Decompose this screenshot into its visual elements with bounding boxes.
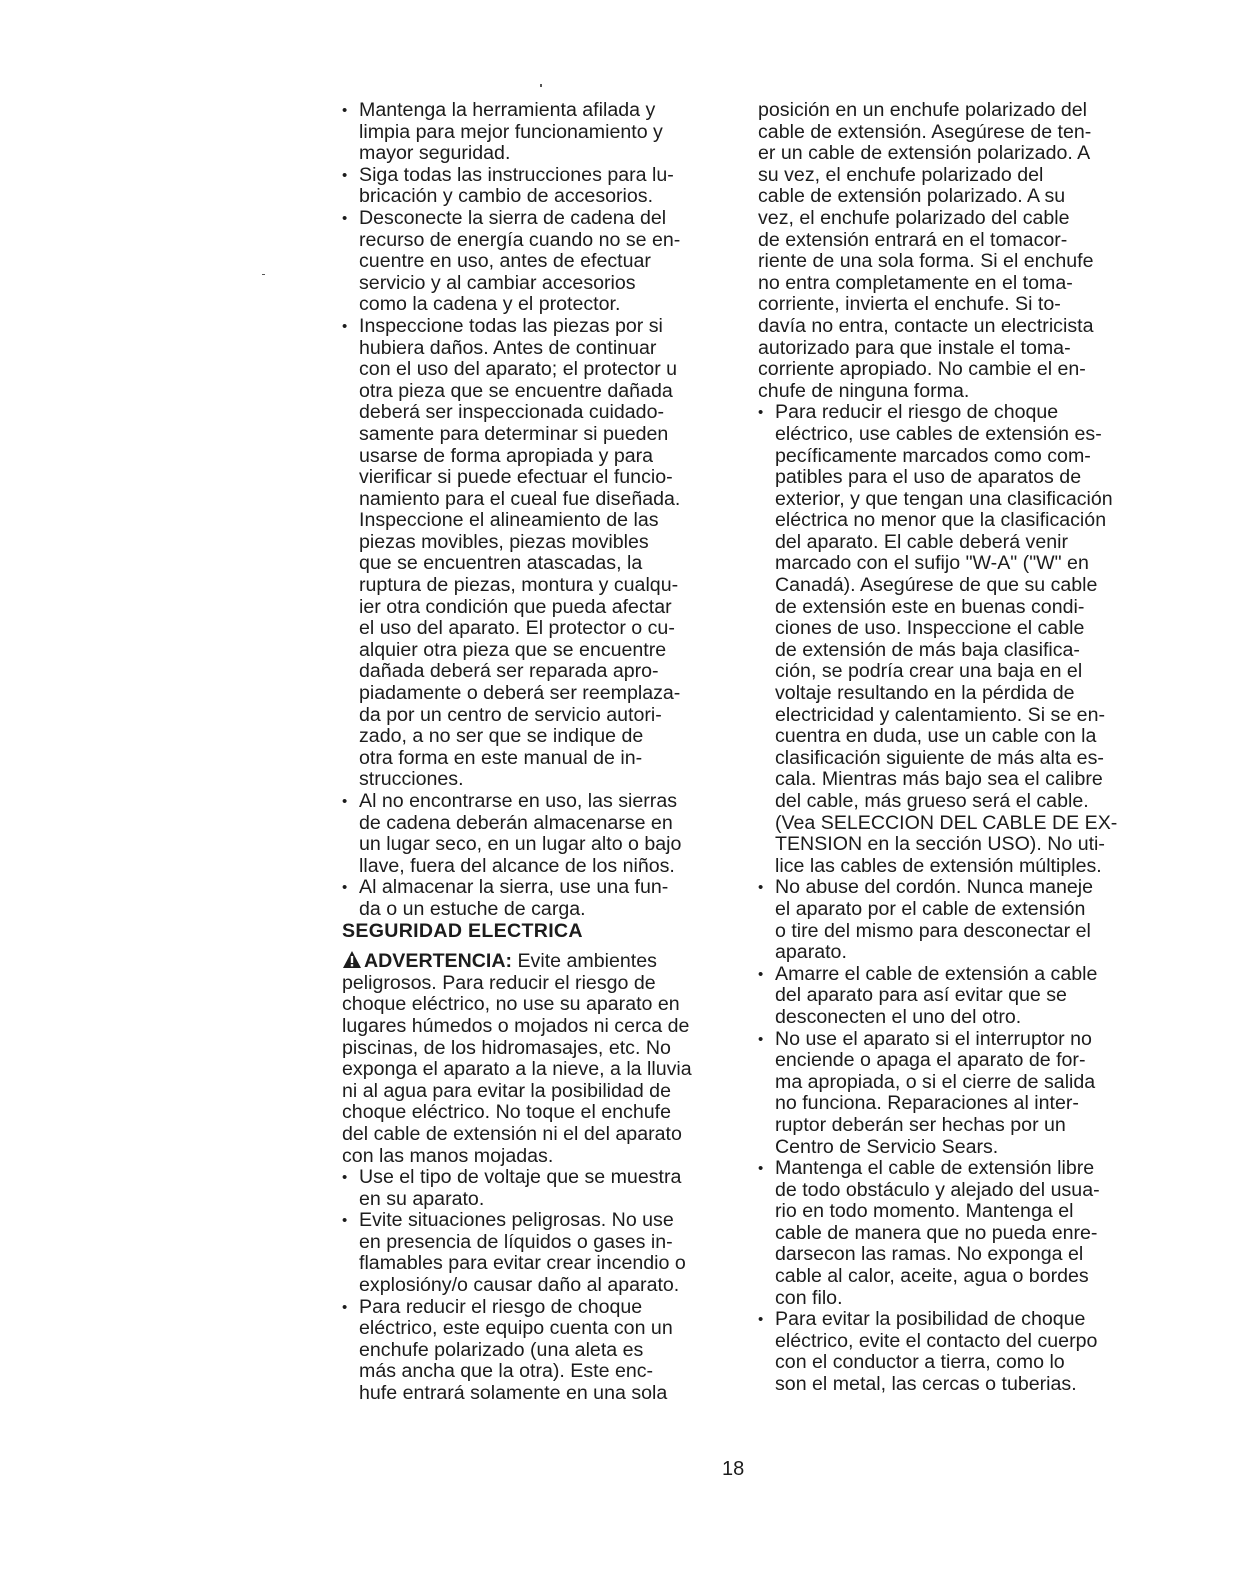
warning-triangle-icon [342, 950, 362, 969]
section-heading-electrical: SEGURIDAD ELECTRICA [342, 919, 583, 942]
bullet-inspect-parts: • Inspeccione todas las piezas por si hubiera daños. Antes de continuar con el uso del aparato; el protector u otra pieza que se encuentre dañada deberá ser inspeccionada cuidado- samente para determinar si pueden usarse de forma apropiada y para vierificar si puede efectuar el funcio- namiento para el cueal fue diseñada. Inspeccione el alineamiento de las piezas movibles, piezas movibles que se encuentren atascadas, la ruptura de piezas, montura y cualqu- ier otra condición que pueda afectar el uso del aparato. El protector o cu- alquier otra pieza que se encuentre dañada deberá ser reparada apro- piadamente o deberá ser reemplaza- da por un centro de servicio autori- zado, a no ser que se indique de otra forma en este manual de in- strucciones. [342, 316, 732, 791]
bullet-keep-sharp: • Mantenga la herramienta afilada y limpia para mejor funcionamiento y mayor seguridad. [342, 100, 732, 165]
left-column [342, 100, 732, 1405]
scan-speck [262, 274, 265, 275]
bullet-voltage: • Use el tipo de voltaje que se muestra en su aparato. [342, 1167, 732, 1210]
safety-list-top [342, 100, 732, 921]
bullet-extension-cable-rating: • Para reducir el riesgo de choque eléctrico, use cables de extensión es- pecíficamente marcados como com- patibles para el uso de aparatos de exterior, y que tengan una clasificación eléctrica no menor que la clasificación del aparato. El cable deberá venir marcado con el sufijo "W-A" ("W" en Canadá). Asegúrese de que su cable de extensión este en buenas condi- ciones de uso. Inspeccione el cable de extensión de más baja clasifica- ción, se podría crear una baja en el voltaje resultando en la pérdida de electricidad y calentamiento. Si se en- cuentra en duda, use un cable con la clasificación siguiente de más alta es- cala. Mientras más bajo sea el calibre del cable, más grueso será el cable. (Vea SELECCION DEL CABLE DE EX- TENSION en la sección USO). No uti- lice las cables de extensión múltiples. [758, 402, 1138, 877]
bullet-lubrication: • Siga todas las instrucciones para lu- bricación y cambio de accesorios. [342, 165, 732, 208]
extension-cord-list [758, 402, 1138, 1395]
warning-paragraph [342, 950, 732, 1167]
bullet-polarized-plug: • Para reducir el riesgo de choque eléctrico, este equipo cuenta con un enchufe polarizado (una aleta es más ancha que la otra). Este enc- hufe entrará solamente en una sola [342, 1297, 732, 1405]
bullet-storage: • Al no encontrarse en uso, las sierras de cadena deberán almacenarse en un lugar seco, en un lugar alto o bajo llave, fuera del alcance de los niños. [342, 791, 732, 877]
bullet-dangerous-situations: • Evite situaciones peligrosas. No use en presencia de líquidos o gases in- flamables para evitar crear incendio o explosióny/o causar daño al aparato. [342, 1210, 732, 1296]
bullet-tie-cable: • Amarre el cable de extensión a cable del aparato para así evitar que se desconecten el uno del otro. [758, 964, 1138, 1029]
bullet-keep-cable-clear: • Mantenga el cable de extensión libre de todo obstáculo y alejado del usua- rio en todo momento. Mantenga el cable de manera que no pueda enre- darsecon las ramas. No exponga el cable al calor, aceite, agua o bordes con filo. [758, 1158, 1138, 1309]
bullet-switch: • No use el aparato si el interruptor no enciende o apaga el aparato de for- ma apropiada, o si el cierre de salida no funciona. Reparaciones al inter- ruptor deberán ser hechas por un Centro de Servicio Sears. [758, 1029, 1138, 1159]
bullet-disconnect: • Desconecte la sierra de cadena del recurso de energía cuando no se en- cuentre en uso, antes de efectuar servicio y al cambiar accesorios como la cadena y el protector. [342, 208, 732, 316]
bullet-grounded-contact: • Para evitar la posibilidad de choque eléctrico, evite el contacto del cuerpo con el conductor a tierra, como lo son el metal, las cercas o tuberias. [758, 1309, 1138, 1395]
bullet-cord-abuse: • No abuse del cordón. Nunca maneje el aparato por el cable de extensión o tire del mismo para desconectar el aparato. [758, 877, 1138, 963]
scan-speck [540, 84, 542, 87]
page-number: 18 [722, 1458, 745, 1480]
warning-label: ADVERTENCIA: [364, 950, 513, 973]
safety-list-bottom [342, 1167, 732, 1405]
bullet-carry-case: • Al almacenar la sierra, use una fun- da o un estuche de carga. [342, 877, 732, 920]
polarized-plug-continuation: posición en un enchufe polarizado del cable de extensión. Asegúrese de ten- er un cable de extensión polarizado. A su vez, el enchufe polarizado del cable de extensión polarizado. A su vez, el enchufe polarizado del cable de extensión entrará en el tomacor- riente de una sola forma. Si el enchufe no entra completamente en el toma- corriente, invierta el enchufe. Si to- davía no entra, contacte un electricista autorizado para que instale el toma- corriente apropiado. No cambie el en- chufe de ninguna forma. [758, 99, 1094, 402]
right-column [758, 100, 1138, 1396]
warning-text: Evite ambientes peligrosos. Para reducir el riesgo de choque eléctrico, no use su aparato en lugares húmedos o mojados ni cerca de piscinas, de los hidromasajes, etc. No exponga el aparato a la nieve, a la lluvia ni al agua para evitar la posibilidad de choque eléctrico. No toque el enchufe del cable de extensión ni el del aparato con las manos mojadas. [342, 950, 692, 1167]
